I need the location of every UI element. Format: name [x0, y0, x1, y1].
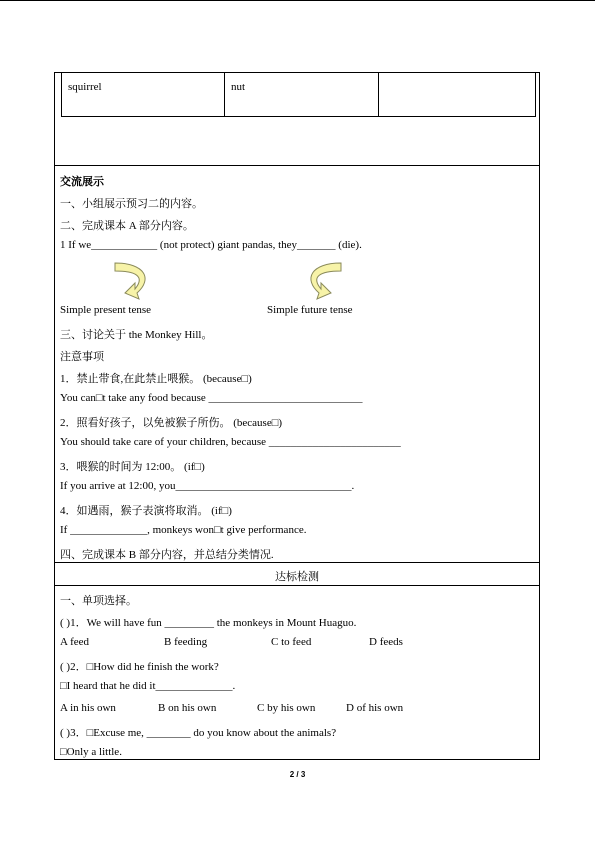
vocab-cell — [379, 73, 535, 116]
row-divider — [55, 165, 539, 166]
option: C to feed — [271, 636, 312, 648]
option: A in his own — [60, 702, 116, 714]
option: B feeding — [164, 636, 208, 648]
text-line: 4．如遇雨，猴子表演将取消。 (if□) — [60, 505, 232, 517]
tense-label: Simple present tense — [60, 304, 152, 316]
exercise-line: You should take care of your children, because ________________________ — [60, 436, 401, 448]
text-line: 注意事项 — [60, 351, 104, 363]
option: A feed — [60, 636, 90, 648]
question-line: ( )1．We will have fun _________ the monkeys in Mount Huaguo. — [60, 617, 357, 629]
text-line: 一、单项选择。 — [60, 595, 137, 607]
text-line: 三、讨论关于 the Monkey Hill。 — [60, 329, 213, 341]
exercise-line: 1 If we____________ (not protect) giant pandas, they_______ (die). — [60, 239, 362, 251]
vocab-table — [61, 72, 536, 117]
exercise-line: If ______________, monkeys won□t give performance. — [60, 524, 307, 536]
section-heading: 达标检测 — [275, 571, 319, 583]
curved-arrow-icon — [299, 259, 349, 303]
text-line: 一、小组展示预习二的内容。 — [60, 198, 203, 210]
exercise-line: You can□t take any food because ____________________________ — [60, 392, 363, 404]
text-line: 四、完成课本 B 部分内容，并总结分类情况. — [60, 549, 274, 561]
text-line: 1．禁止带食,在此禁止喂猴。 (because□) — [60, 373, 252, 385]
curved-arrow-icon — [107, 259, 157, 303]
row-divider — [55, 585, 539, 586]
vocab-cell: squirrel — [62, 73, 225, 116]
option: D of his own — [346, 702, 404, 714]
option: C by his own — [257, 702, 316, 714]
page-number: 2 / 3 — [289, 770, 306, 779]
question-line: ( )2．□How did he finish the work? — [60, 661, 219, 673]
row-divider — [55, 562, 539, 563]
worksheet-table — [54, 72, 540, 760]
section-title: 交流展示 — [60, 176, 104, 188]
question-line: □Only a little. — [60, 746, 122, 758]
text-line: 2．照看好孩子，以免被猴子所伤。 (because□) — [60, 417, 283, 429]
vocab-cell: nut — [225, 73, 379, 116]
question-line: □I heard that he did it______________. — [60, 680, 236, 692]
option: D feeds — [369, 636, 403, 648]
text-line: 3．喂猴的时间为 12:00。 (if□) — [60, 461, 205, 473]
question-line: ( )3．□Excuse me, ________ do you know about the animals? — [60, 727, 337, 739]
exercise-line: If you arrive at 12:00, you________________________________. — [60, 480, 355, 492]
header-rule — [0, 0, 595, 1]
text-line: 二、完成课本 A 部分内容。 — [60, 220, 194, 232]
tense-label: Simple future tense — [267, 304, 353, 316]
option: B on his own — [158, 702, 217, 714]
